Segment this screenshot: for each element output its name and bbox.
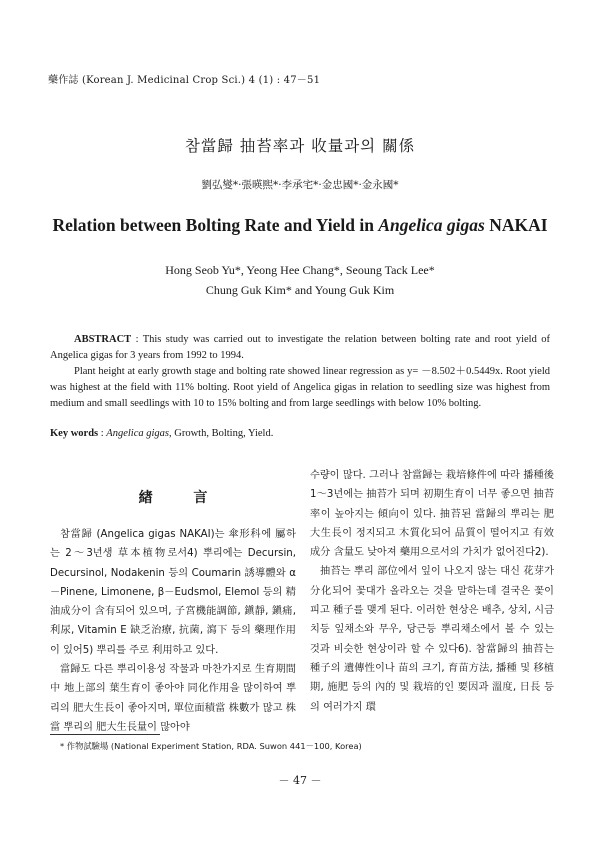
abstract-text-1: : This study was carried out to investigate the relation between bolting rate and root yield of Angelica gigas for 3 years from 1992 to 1994. [50,334,550,361]
journal-header: 藥作誌 (Korean J. Medicinal Crop Sci.) 4 (1) : 47－51 [48,75,321,86]
english-authors [0,260,600,300]
english-authors-line2: Chung Guk Kim* and Young Guk Kim [205,283,395,297]
korean-title: 참當歸 抽苔率과 收量과의 關係 [184,137,416,155]
keywords-label: Key words [50,428,99,439]
abstract-paragraph-1 [50,332,550,364]
keywords-separator: : [98,428,107,439]
footnote: * 作物試驗場 (National Experiment Station, RDA. Suwon 441－100, Korea) [60,741,362,751]
right-column [310,466,554,717]
english-title [0,215,600,236]
english-title-species: Angelica gigas [378,215,485,235]
intro-paragraph-3: 수량이 많다. 그러나 참當歸는 栽培條件에 따라 播種後 1～3년에는 抽苔가 되며 初期生育이 너무 좋으면 抽苔率이 높아지는 傾向이 있다. 抽苔된 當歸의 뿌리는 肥大生長이 정지되고 木質化되어 品質이 떨어지고 有效成分 含量도 낮아져 藥用으로서의 가치가 없어진다2). [310,470,554,559]
intro-paragraph-2: 當歸도 다른 뿌리이용성 작물과 마찬가지로 生育期間中 地上部의 葉生育이 좋아야 同化作用을 많이하여 뿌리의 肥大生長이 좋아지며, 單位面積當 株數가 많고 株當 뿌리의 肥大生長量이 많아야 [50,664,296,733]
abstract-label: ABSTRACT [74,334,132,345]
keywords [50,428,550,439]
english-authors-line1: Hong Seob Yu*, Yeong Hee Chang*, Seoung Tack Lee* [165,263,435,277]
korean-authors: 劉弘燮*·張暎熙*·李承宅*·金忠國*·金永國* [201,179,399,191]
section-title-introduction: 緖 言 [138,490,226,506]
intro-paragraph-4: 抽苔는 뿌리 部位에서 잎이 나오지 않는 대신 花芽가 分化되어 꽃대가 올라오는 것을 말하는데 결국은 꽃이 피고 種子를 맺게 된다. 이러한 현상은 배추, 상치, 시금치등 잎채소와 무우, 당근등 뿌리채소에서 볼 수 있는 것과 비슷한 현상이라 할 수 있다6). 참當歸의 抽苔는 種子의 遺傳性이나 苗의 크기, 育苗方法, 播種 및 移植期, 施肥 등의 內的 및 栽培的인 要因과 溫度, 日長 등의 여러가지 環 [310,566,554,713]
english-title-suffix: NAKAI [484,215,548,235]
intro-paragraph-1: 참當歸 (Angelica gigas NAKAI)는 傘形科에 屬하는 2～3년생 草本植物로서4) 뿌리에는 Decursin, Decursinol, Nodakenin 등의 Coumarin 誘導體와 α－Pinene, Limonene, β－Eudsmol, Elemol 등의 精油成分이 含有되어 있으며, 子宮機能調節, 鎭靜, 鎭痛, 利尿, Vitamin E 缺乏治療, 抗菌, 瀉下 등의 藥理作用이 있어5) 뿌리를 주로 利用하고 있다. [50,529,296,656]
keywords-rest: , Growth, Bolting, Yield. [169,428,274,439]
page-number: － 47 － [278,774,322,787]
keywords-species: Angelica gigas [106,428,169,439]
abstract-paragraph-2: Plant height at early growth stage and bolting rate showed linear regression as y= －8.502＋0.5449x. Root yield was highest at the field with 11% bolting. Root yield of Angelica gigas in relation to seedling size was highest from medium and small seedlings with 10 to 15% bolting and from large seedlings with below 10% bolting. [50,366,550,409]
english-title-prefix: Relation between Bolting Rate and Yield in [52,215,379,235]
abstract [50,332,550,412]
footnote-divider [50,734,160,735]
left-column [50,487,296,737]
